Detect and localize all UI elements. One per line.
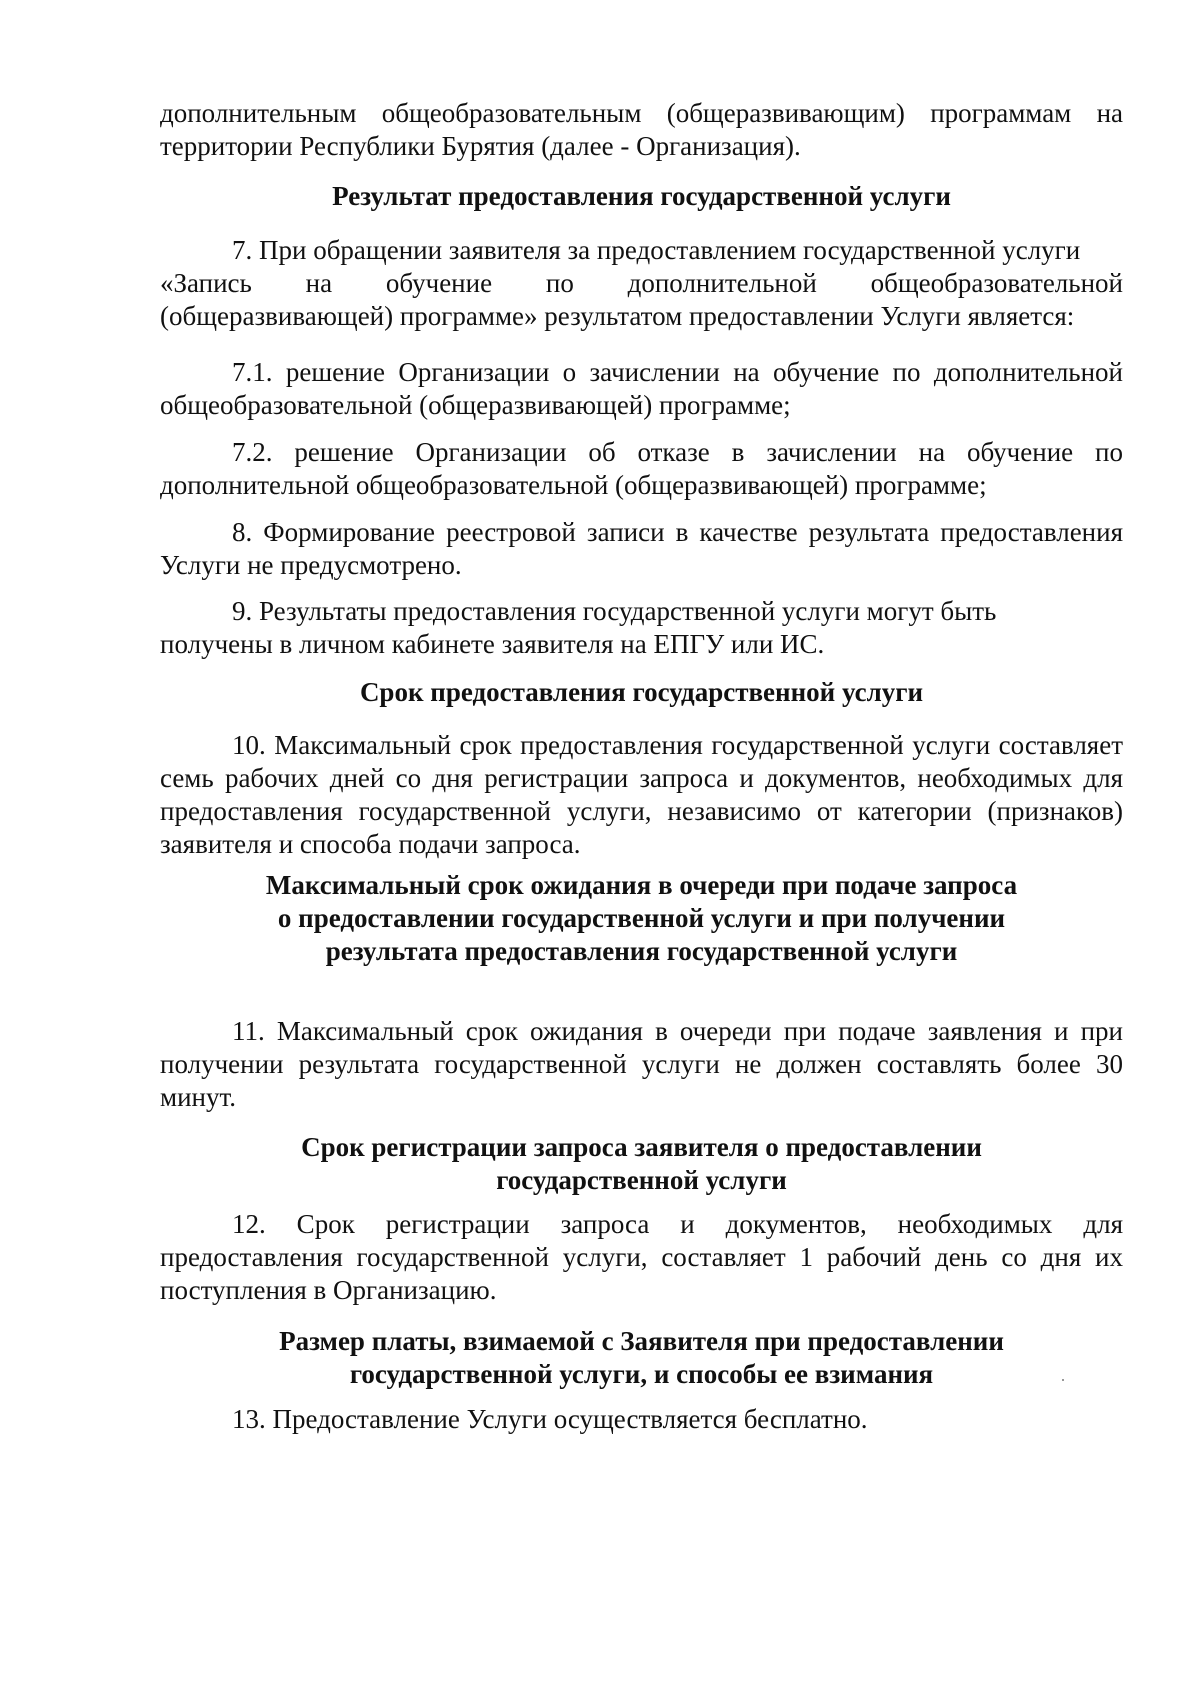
paragraph-11: 11. Максимальный срок ожидания в очереди при подаче заявления и при получении результата государственной услуги не должен составлять более 30 минут. (160, 1016, 1123, 1112)
heading-queue-line-2: о предоставлении государственной услуги и при получении (277, 903, 1006, 933)
heading-result: Результат предоставления государственной услуги (332, 181, 951, 211)
paragraph-9-line-2: получены в личном кабинете заявителя на ЕПГУ или ИС. (160, 629, 825, 659)
heading-registration-line-2: государственной услуги (496, 1165, 787, 1195)
paragraph-13: 13. Предоставление Услуги осуществляется бесплатно. (232, 1404, 868, 1434)
intro-paragraph: дополнительным общеобразовательным (общеразвивающим) программам на территории Республики Бурятия (далее - Организация). (160, 98, 1123, 161)
paragraph-10: 10. Максимальный срок предоставления государственной услуги составляет семь рабочих дней со дня регистрации запроса и документов, необходимых для предоставления государственной услуги, независимо от категории (признаков) заявителя и способа подачи запроса. (160, 730, 1123, 859)
paragraph-12: 12. Срок регистрации запроса и документов, необходимых для предоставления государственной услуги, составляет 1 рабочий день со дня их поступления в Организацию. (160, 1209, 1123, 1305)
heading-registration-line-1: Срок регистрации запроса заявителя о предоставлении (301, 1132, 982, 1162)
heading-registration (160, 1131, 1123, 1197)
paragraph-7 (160, 234, 1123, 333)
heading-queue-line-3: результата предоставления государственной услуги (325, 936, 958, 966)
paragraph-7-1: 7.1. решение Организации о зачислении на обучение по дополнительной общеобразовательной (общеразвивающей) программе; (160, 357, 1123, 420)
paragraph-7-2: 7.2. решение Организации об отказе в зачислении на обучение по дополнительной общеобразовательной (общеразвивающей) программе; (160, 437, 1123, 500)
paragraph-7-line-3: (общеразвивающей) программе» результатом предоставлении Услуги является: (160, 301, 1075, 331)
heading-fee-line-2: государственной услуги, и способы ее взимания (349, 1359, 934, 1389)
paragraph-8: 8. Формирование реестровой записи в качестве результата предоставления Услуги не предусмотрено. (160, 517, 1123, 580)
heading-queue (160, 869, 1123, 968)
heading-term: Срок предоставления государственной услуги (359, 677, 924, 707)
heading-fee-line-1: Размер платы, взимаемой с Заявителя при предоставлении (279, 1326, 1004, 1356)
heading-fee (160, 1325, 1123, 1391)
paragraph-9 (160, 595, 1123, 661)
paragraph-7-line-1: 7. При обращении заявителя за предоставлением государственной услуги (232, 235, 1081, 265)
heading-queue-line-1: Максимальный срок ожидания в очереди при подаче запроса (265, 870, 1018, 900)
paragraph-7-line-2: «Запись на обучение по дополнительной общеобразовательной (160, 268, 1123, 298)
paragraph-9-line-1: 9. Результаты предоставления государственной услуги могут быть (232, 596, 997, 626)
